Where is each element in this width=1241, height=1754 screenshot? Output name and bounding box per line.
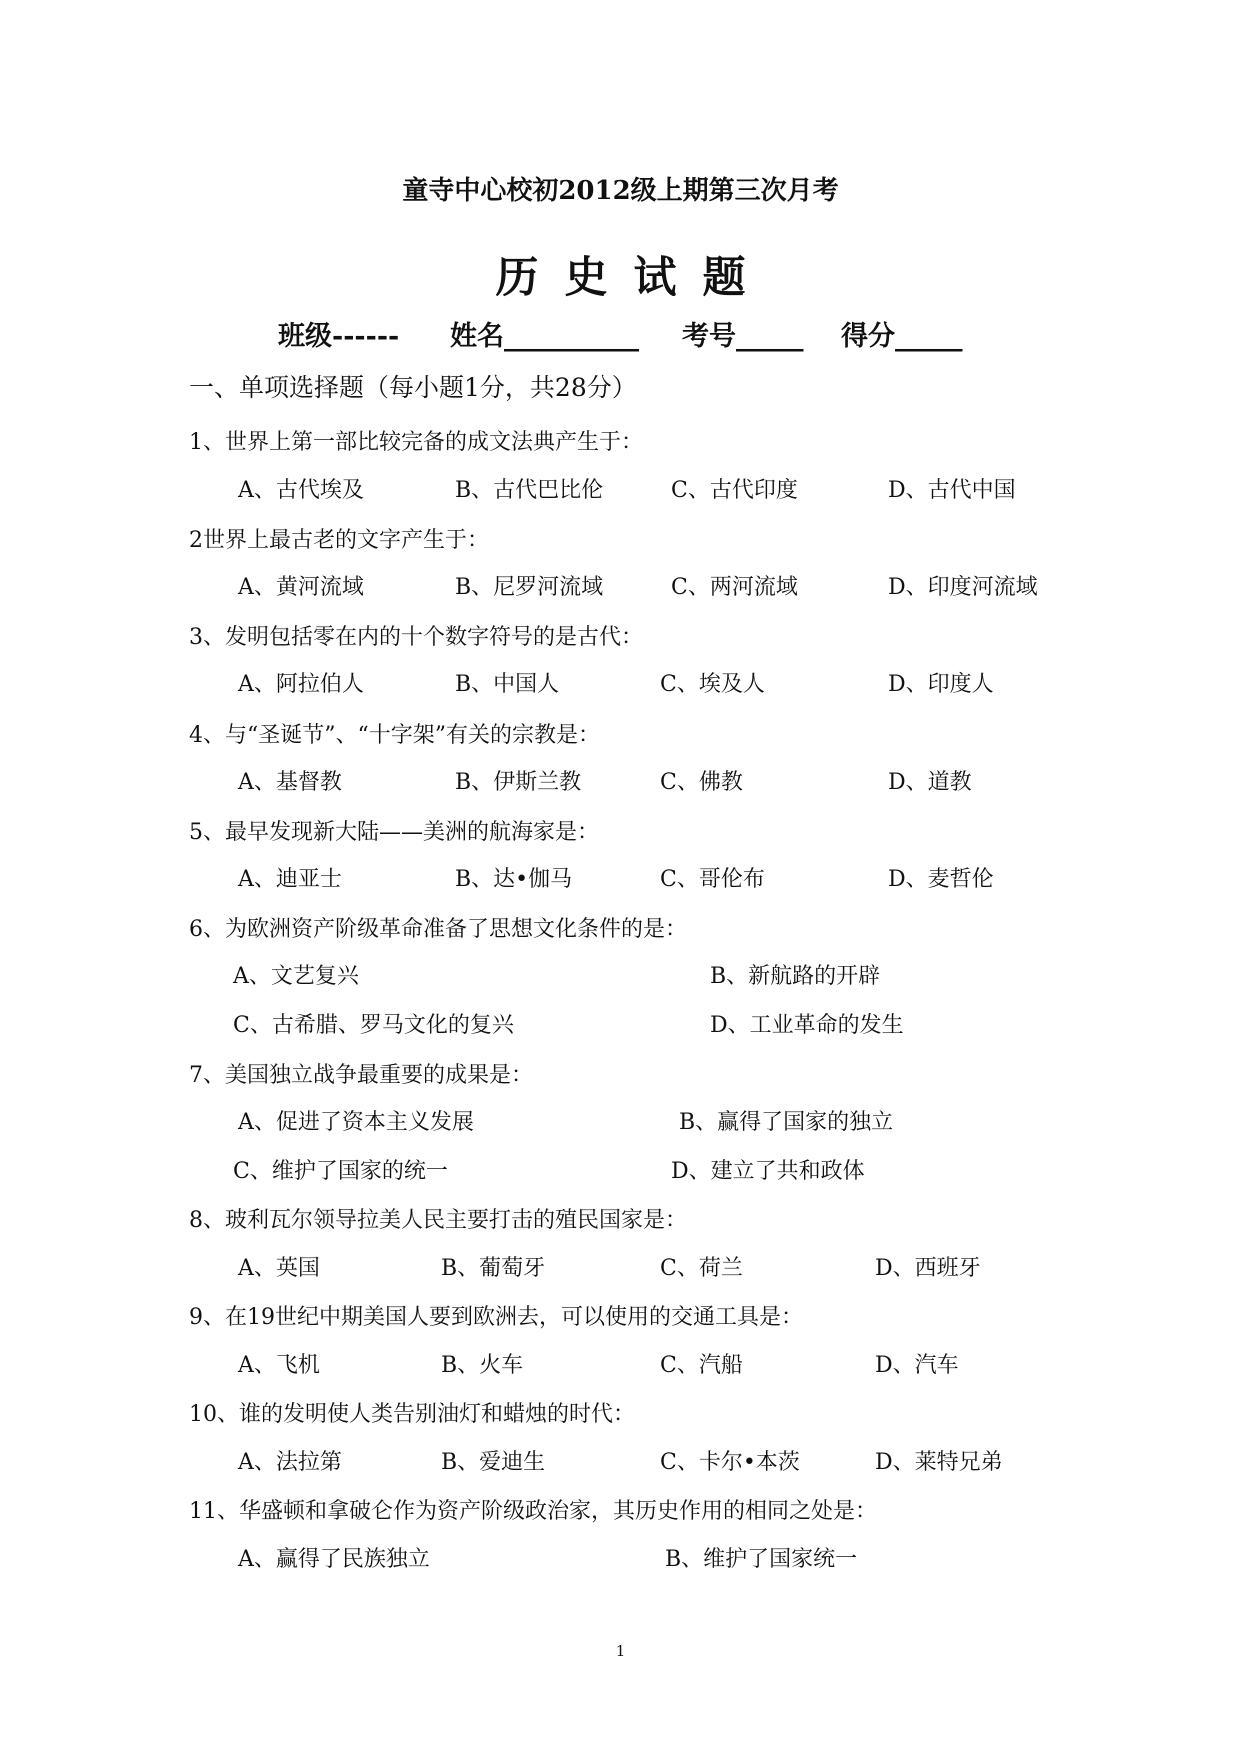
question-stem: 1、世界上第一部比较完备的成文法典产生于： xyxy=(189,430,643,455)
exam-subject-title: 历史试题 xyxy=(495,253,772,303)
exam-school-title: 童寺中心校初2012级上期第三次月考 xyxy=(402,176,839,206)
option-a: A、赢得了民族独立 xyxy=(238,1547,430,1572)
option-d: D、工业革命的发生 xyxy=(710,1013,904,1038)
option-c: C、佛教 xyxy=(660,770,743,795)
option-d: D、汽车 xyxy=(875,1353,959,1378)
option-d: D、莱特兄弟 xyxy=(875,1450,1003,1475)
score-field: 得分_____ xyxy=(841,321,963,352)
option-a: A、古代埃及 xyxy=(238,478,364,503)
option-b: B、达•伽马 xyxy=(455,867,573,892)
option-b: B、伊斯兰教 xyxy=(455,770,582,795)
question-stem: 4、与“圣诞节”、“十字架”有关的宗教是： xyxy=(189,723,600,748)
option-d: D、麦哲伦 xyxy=(888,867,994,892)
option-a: A、迪亚士 xyxy=(238,867,342,892)
option-b: B、赢得了国家的独立 xyxy=(679,1110,894,1135)
question-stem: 9、在19世纪中期美国人要到欧洲去，可以使用的交通工具是： xyxy=(189,1305,803,1330)
option-b: B、尼罗河流域 xyxy=(455,575,604,600)
option-d: D、印度河流域 xyxy=(888,575,1038,600)
name-field: 姓名__________ xyxy=(450,321,639,352)
option-b: B、中国人 xyxy=(455,672,560,697)
option-c: C、埃及人 xyxy=(660,672,765,697)
question-stem: 7、美国独立战争最重要的成果是： xyxy=(189,1063,533,1088)
option-a: A、文艺复兴 xyxy=(233,964,359,989)
option-b: B、维护了国家统一 xyxy=(665,1547,858,1572)
option-a: A、阿拉伯人 xyxy=(238,672,364,697)
option-b: B、爱迪生 xyxy=(441,1450,546,1475)
option-a: A、促进了资本主义发展 xyxy=(238,1110,474,1135)
option-d: D、西班牙 xyxy=(875,1256,981,1281)
question-stem: 10、谁的发明使人类告别油灯和蜡烛的时代： xyxy=(189,1402,635,1427)
option-c: C、荷兰 xyxy=(660,1256,743,1281)
class-field: 班级------ xyxy=(278,321,400,352)
option-b: B、古代巴比伦 xyxy=(455,478,604,503)
option-c: C、汽船 xyxy=(660,1353,743,1378)
option-d: D、建立了共和政体 xyxy=(671,1159,865,1184)
option-a: A、基督教 xyxy=(238,770,342,795)
question-stem: 11、华盛顿和拿破仑作为资产阶级政治家，其历史作用的相同之处是： xyxy=(189,1499,877,1524)
option-a: A、法拉第 xyxy=(238,1450,342,1475)
option-a: A、黄河流域 xyxy=(238,575,364,600)
option-c: C、古代印度 xyxy=(671,478,798,503)
option-c: C、维护了国家的统一 xyxy=(233,1159,448,1184)
question-stem: 8、玻利瓦尔领导拉美人民主要打击的殖民国家是： xyxy=(189,1208,687,1233)
option-c: C、两河流域 xyxy=(671,575,798,600)
question-stem: 5、最早发现新大陆——美洲的航海家是： xyxy=(189,820,599,845)
option-c: C、卡尔•本茨 xyxy=(660,1450,800,1475)
option-d: D、印度人 xyxy=(888,672,994,697)
option-a: A、飞机 xyxy=(238,1353,320,1378)
option-b: B、葡萄牙 xyxy=(441,1256,546,1281)
option-d: D、古代中国 xyxy=(888,478,1016,503)
question-stem: 6、为欧洲资产阶级革命准备了思想文化条件的是： xyxy=(189,917,687,942)
question-stem: 3、发明包括零在内的十个数字符号的是古代： xyxy=(189,625,643,650)
option-d: D、道教 xyxy=(888,770,972,795)
option-c: C、古希腊、罗马文化的复兴 xyxy=(233,1013,514,1038)
exam-number-field: 考号_____ xyxy=(682,321,804,352)
option-b: B、火车 xyxy=(441,1353,524,1378)
section-heading: 一、单项选择题（每小题1分，共28分） xyxy=(189,373,637,402)
option-a: A、英国 xyxy=(238,1256,320,1281)
option-c: C、哥伦布 xyxy=(660,867,765,892)
page-number: 1 xyxy=(615,1642,626,1660)
question-stem: 2世界上最古老的文字产生于： xyxy=(189,528,489,553)
option-b: B、新航路的开辟 xyxy=(710,964,881,989)
